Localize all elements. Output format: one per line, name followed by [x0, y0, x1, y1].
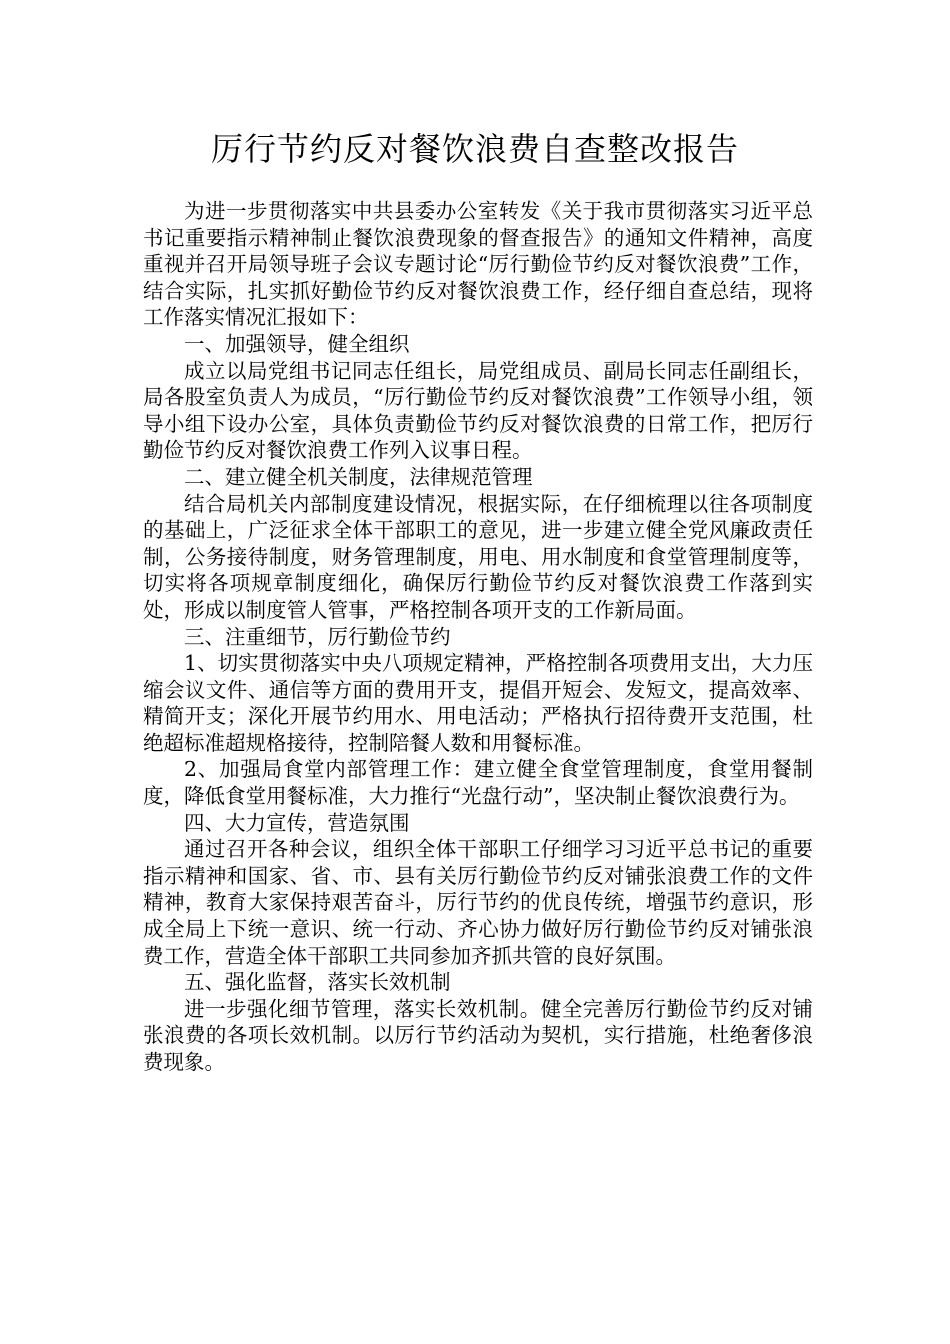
section-paragraph-3-item-2: 2、加强局食堂内部管理工作：建立健全食堂管理制度，食堂用餐制度，降低食堂用餐标准，大力推行“光盘行动”，坚决制止餐饮浪费行为。 — [143, 757, 813, 809]
document-title: 厉行节约反对餐饮浪费自查整改报告 — [210, 130, 739, 168]
section-paragraph-5: 进一步强化细节管理，落实长效机制。健全完善厉行勤俭节约反对铺张浪费的各项长效机制。以厉行节约活动为契机，实行措施，杜绝奢侈浪费现象。 — [143, 996, 813, 1074]
section-heading-3: 三、注重细节，厉行勤俭节约 — [184, 624, 451, 649]
section-heading-4: 四、大力宣传，营造氛围 — [184, 810, 410, 835]
section-heading-5: 五、强化监督，落实长效机制 — [184, 970, 451, 995]
section-heading-2: 二、建立健全机关制度，法律规范管理 — [184, 464, 533, 489]
document-body — [143, 198, 813, 1076]
section-paragraph-2: 结合局机关内部制度建设情况，根据实际，在仔细梳理以往各项制度的基础上，广泛征求全体干部职工的意见，进一步建立健全党风廉政责任制，公务接待制度，财务管理制度，用电、用水制度和食堂管理制度等，切实将各项规章制度细化，确保厉行勤俭节约反对餐饮浪费工作落到实处，形成以制度管人管事，严格控制各项开支的工作新局面。 — [143, 491, 813, 622]
section-heading-1: 一、加强领导，健全组织 — [184, 331, 410, 356]
section-paragraph-1: 成立以局党组书记同志任组长，局党组成员、副局长同志任副组长，局各股室负责人为成员，“厉行勤俭节约反对餐饮浪费”工作领导小组，领导小组下设办公室，具体负责勤俭节约反对餐饮浪费的日常工作，把厉行勤俭节约反对餐饮浪费工作列入议事日程。 — [143, 358, 813, 463]
section-paragraph-4: 通过召开各种会议，组织全体干部职工仔细学习习近平总书记的重要指示精神和国家、省、市、县有关厉行勤俭节约反对铺张浪费工作的文件精神，教育大家保持艰苦奋斗，厉行节约的优良传统，增强节约意识，形成全局上下统一意识、统一行动、齐心协力做好厉行勤俭节约反对铺张浪费工作，营造全体干部职工共同参加齐抓共管的良好氛围。 — [143, 837, 813, 968]
intro-paragraph: 为进一步贯彻落实中共县委办公室转发《关于我市贯彻落实习近平总书记重要指示精神制止餐饮浪费现象的督查报告》的通知文件精神，高度重视并召开局领导班子会议专题讨论“厉行勤俭节约反对餐饮浪费”工作，结合实际，扎实抓好勤俭节约反对餐饮浪费工作，经仔细自查总结，现将工作落实情况汇报如下： — [143, 199, 813, 330]
section-paragraph-3-item-1: 1、切实贯彻落实中央八项规定精神，严格控制各项费用支出，大力压缩会议文件、通信等方面的费用开支，提倡开短会、发短文，提高效率、精简开支；深化开展节约用水、用电活动；严格执行招待费开支范围，杜绝超标准超规格接待，控制陪餐人数和用餐标准。 — [143, 651, 813, 755]
